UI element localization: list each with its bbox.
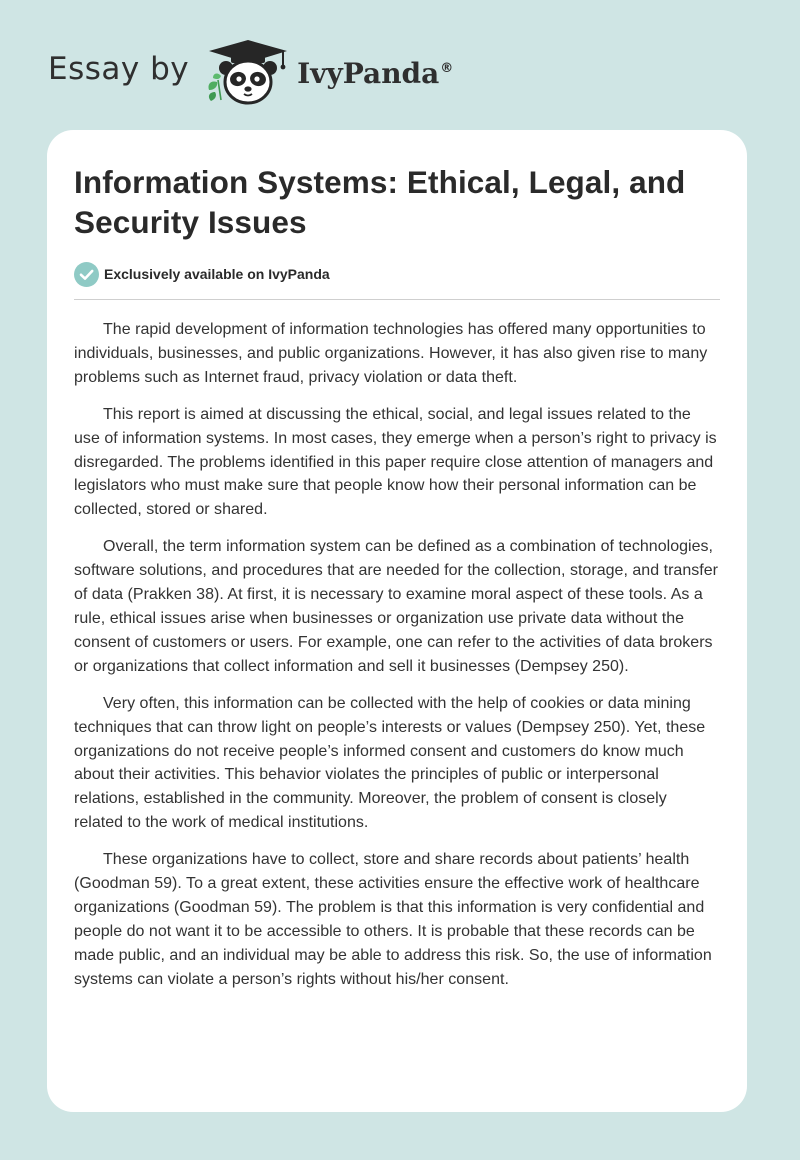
exclusive-badge-label: Exclusively available on IvyPanda	[104, 266, 330, 282]
paragraph: Overall, the term information system can be defined as a combination of technologies, software solutions, and procedures that are needed for the collection, storage, and transfer of data (Prakken 38). At first, it is necessary to examine moral aspect of these tools. As a rule, ethical issues arise when businesses or organization use private data without the consent of customers or users. For example, one can refer to the activities of data brokers or organizations that collect information and sell it businesses (Dempsey 250).	[74, 538, 719, 675]
exclusive-badge	[74, 260, 720, 288]
ivypanda-logo[interactable]	[48, 36, 453, 108]
title-divider	[74, 299, 720, 300]
paragraph: These organizations have to collect, store and share records about patients’ health (Goodman 59). To a great extent, these activities ensure the effective work of healthcare organizations (Goodman 59). The problem is that this information is very confidential and people do not want it to be accessible to others. It is probable that these records can be made public, and an individual may be able to address this risk. So, the use of information systems can violate a person’s rights without his/her consent.	[74, 851, 712, 988]
check-circle-icon	[74, 262, 99, 287]
paragraph: The rapid development of information technologies has offered many opportunities to individuals, businesses, and public organizations. However, it has also given rise to many problems such as Internet fraud, privacy violation or data theft.	[74, 321, 708, 386]
essay-card	[47, 130, 747, 1112]
paragraph: Very often, this information can be collected with the help of cookies or data mining techniques that can throw light on people’s interests or values (Dempsey 250). Yet, these organizations do not receive people’s informed consent and customers do know much about their activities. This behavior violates the principles of public or interpersonal relations, established in the community. Moreover, the problem of consent is closely related to the work of medical institutions.	[74, 694, 706, 832]
essay-title: Information Systems: Ethical, Legal, and Security Issues	[74, 164, 686, 240]
logo-brand-name: IvyPanda®	[297, 56, 454, 90]
registered-mark: ®	[440, 61, 454, 77]
panda-mascot-icon	[203, 36, 293, 108]
essay-body	[74, 318, 720, 992]
logo-essay-by-text: Essay by	[48, 51, 190, 87]
paragraph: This report is aimed at discussing the ethical, social, and legal issues related to the use of information systems. In most cases, they emerge when a person’s right to privacy is disregarded. The problems identified in this paper require close attention of managers and legislators who must make sure that people know how their personal information can be collected, stored or shared.	[74, 405, 717, 519]
